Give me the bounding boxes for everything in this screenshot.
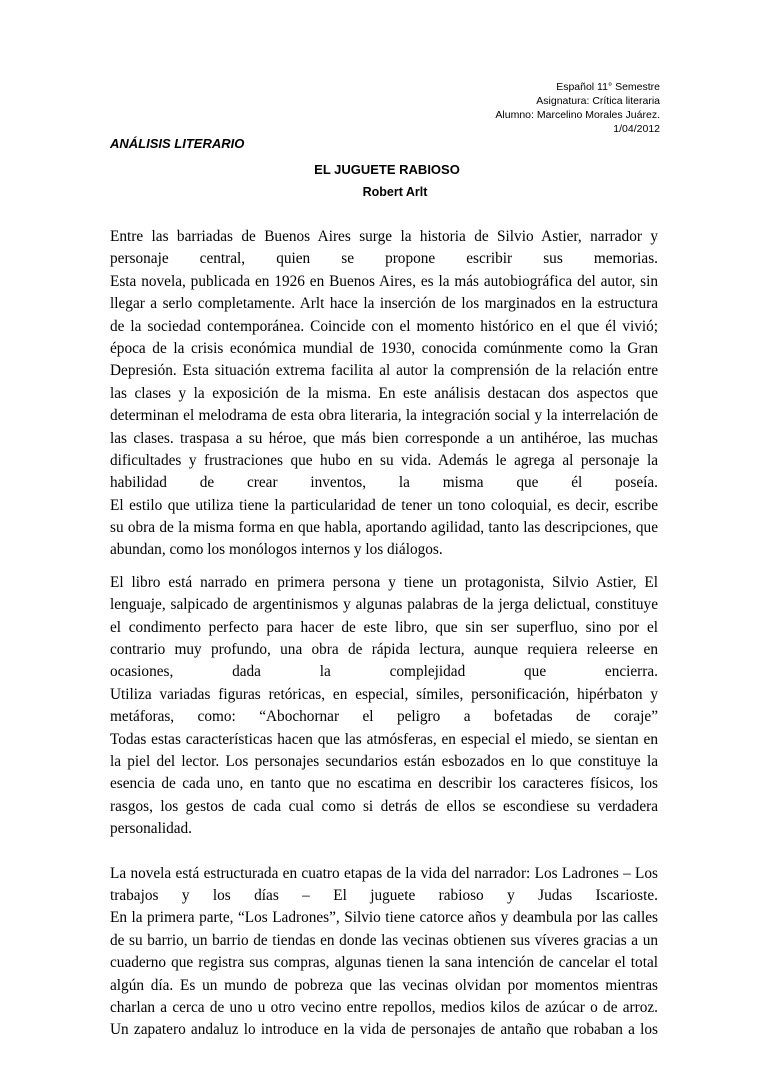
text-line: de su barrio, un barrio de tiendas en donde las vecinas obtienen sus víveres gracias a un [110, 931, 658, 949]
text-line: habilidad de crear inventos, la misma que él poseía. [110, 474, 658, 492]
text-line: época de la crisis económica mundial de 1930, conocida comúnmente como la Gran [110, 339, 658, 357]
text-line: las clases y la exposición de la misma. En este análisis destacan dos aspectos que [110, 384, 658, 402]
text-line: cuaderno que registra sus compras, algunas tienen la sana intención de cancelar el total [110, 954, 658, 972]
text-line: algún día. Es un mundo de pobreza que las vecinas olvidan por momentos mientras [110, 976, 658, 994]
text-line: esencia de cada uno, en tanto que no escatima en describir los caracteres físicos, los [110, 775, 658, 793]
header-subject: Asignatura: Crítica literaria [536, 95, 660, 107]
header-student: Alumno: Marcelino Morales Juárez. [495, 109, 660, 121]
text-line: La novela está estructurada en cuatro etapas de la vida del narrador: Los Ladrones – Los [110, 864, 658, 882]
text-line: personaje central, quien se propone escribir sus memorias. [110, 250, 658, 268]
text-line: Todas estas características hacen que las atmósferas, en especial el miedo, se sientan en [110, 730, 658, 748]
text-line: Un zapatero andaluz lo introduce en la vida de personajes de antaño que robaban a los [110, 1021, 658, 1039]
text-line: de la sociedad contemporánea. Coincide con el momento histórico en el que él vivió; [110, 317, 658, 335]
text-line: El libro está narrado en primera persona y tiene un protagonista, Silvio Astier, El [110, 573, 658, 591]
text-line: Depresión. Esta situación extrema facilita al autor la comprensión de la relación entre [110, 362, 658, 380]
document-header [495, 80, 660, 136]
text-line: ocasiones, dada la complejidad que encierra. [110, 663, 658, 681]
text-line: el condimento perfecto para hacer de este libro, que sin ser superfluo, sino por el [110, 618, 658, 636]
paragraph-1 [110, 226, 658, 562]
text-line: determinan el melodrama de esta obra literaria, la integración social y la interrelación de [110, 407, 658, 425]
book-author: Robert Arlt [362, 185, 428, 199]
text-line: charlan a cerca de uno u otro vecino entre repollos, medios kilos de azúcar o de arroz. [110, 998, 658, 1016]
text-line: rasgos, los gestos de cada cual como si detrás de ellos se escondiese su verdadera [110, 797, 658, 815]
text-line: Esta novela, publicada en 1926 en Buenos Aires, es la más autobiográfica del autor, sin [110, 272, 658, 290]
text-line: llegar a serlo completamente. Arlt hace la inserción de los marginados en la estructura [110, 295, 658, 313]
text-line: su obra de la misma forma en que habla, aportando agilidad, tanto las descripciones, que [110, 519, 658, 537]
text-line: lenguaje, salpicado de argentinismos y algunas palabras de la jerga delictual, constituye [110, 596, 658, 614]
text-line: En la primera parte, “Los Ladrones”, Silvio tiene catorce años y deambula por las calles [110, 909, 658, 927]
text-line: Utiliza variadas figuras retóricas, en especial, símiles, personificación, hipérbaton y [110, 685, 658, 703]
text-line: El estilo que utiliza tiene la particularidad de tener un tono coloquial, es decir, escribe [110, 496, 658, 514]
text-line: trabajos y los días – El juguete rabioso y Judas Iscarioste. [110, 886, 658, 904]
text-line: las clases. traspasa a su héroe, que más bien corresponde a un antihéroe, las muchas [110, 429, 658, 447]
text-line: la piel del lector. Los personajes secundarios están esbozados en lo que constituye la [110, 752, 658, 770]
text-line: contrario muy profundo, una obra de rápida lectura, aunque requiera releerse en [110, 641, 658, 659]
book-title: EL JUGUETE RABIOSO [314, 162, 460, 177]
body-text [110, 226, 658, 1052]
text-line: Entre las barriadas de Buenos Aires surge la historia de Silvio Astier, narrador y [110, 228, 658, 245]
paragraph-3 [110, 863, 658, 1042]
text-line: personalidad. [110, 820, 192, 838]
text-line: abundan, como los monólogos internos y los diálogos. [110, 541, 443, 559]
paragraph-2 [110, 572, 658, 841]
section-title: ANÁLISIS LITERARIO [110, 136, 245, 151]
text-line: dificultades y frustraciones que hubo en su vida. Además le agrega al personaje la [110, 451, 658, 469]
text-line: metáforas, como: “Abochornar el peligro a bofetadas de coraje” [110, 708, 658, 726]
header-course: Español 11° Semestre [556, 81, 660, 93]
header-date: 1/04/2012 [613, 123, 660, 135]
